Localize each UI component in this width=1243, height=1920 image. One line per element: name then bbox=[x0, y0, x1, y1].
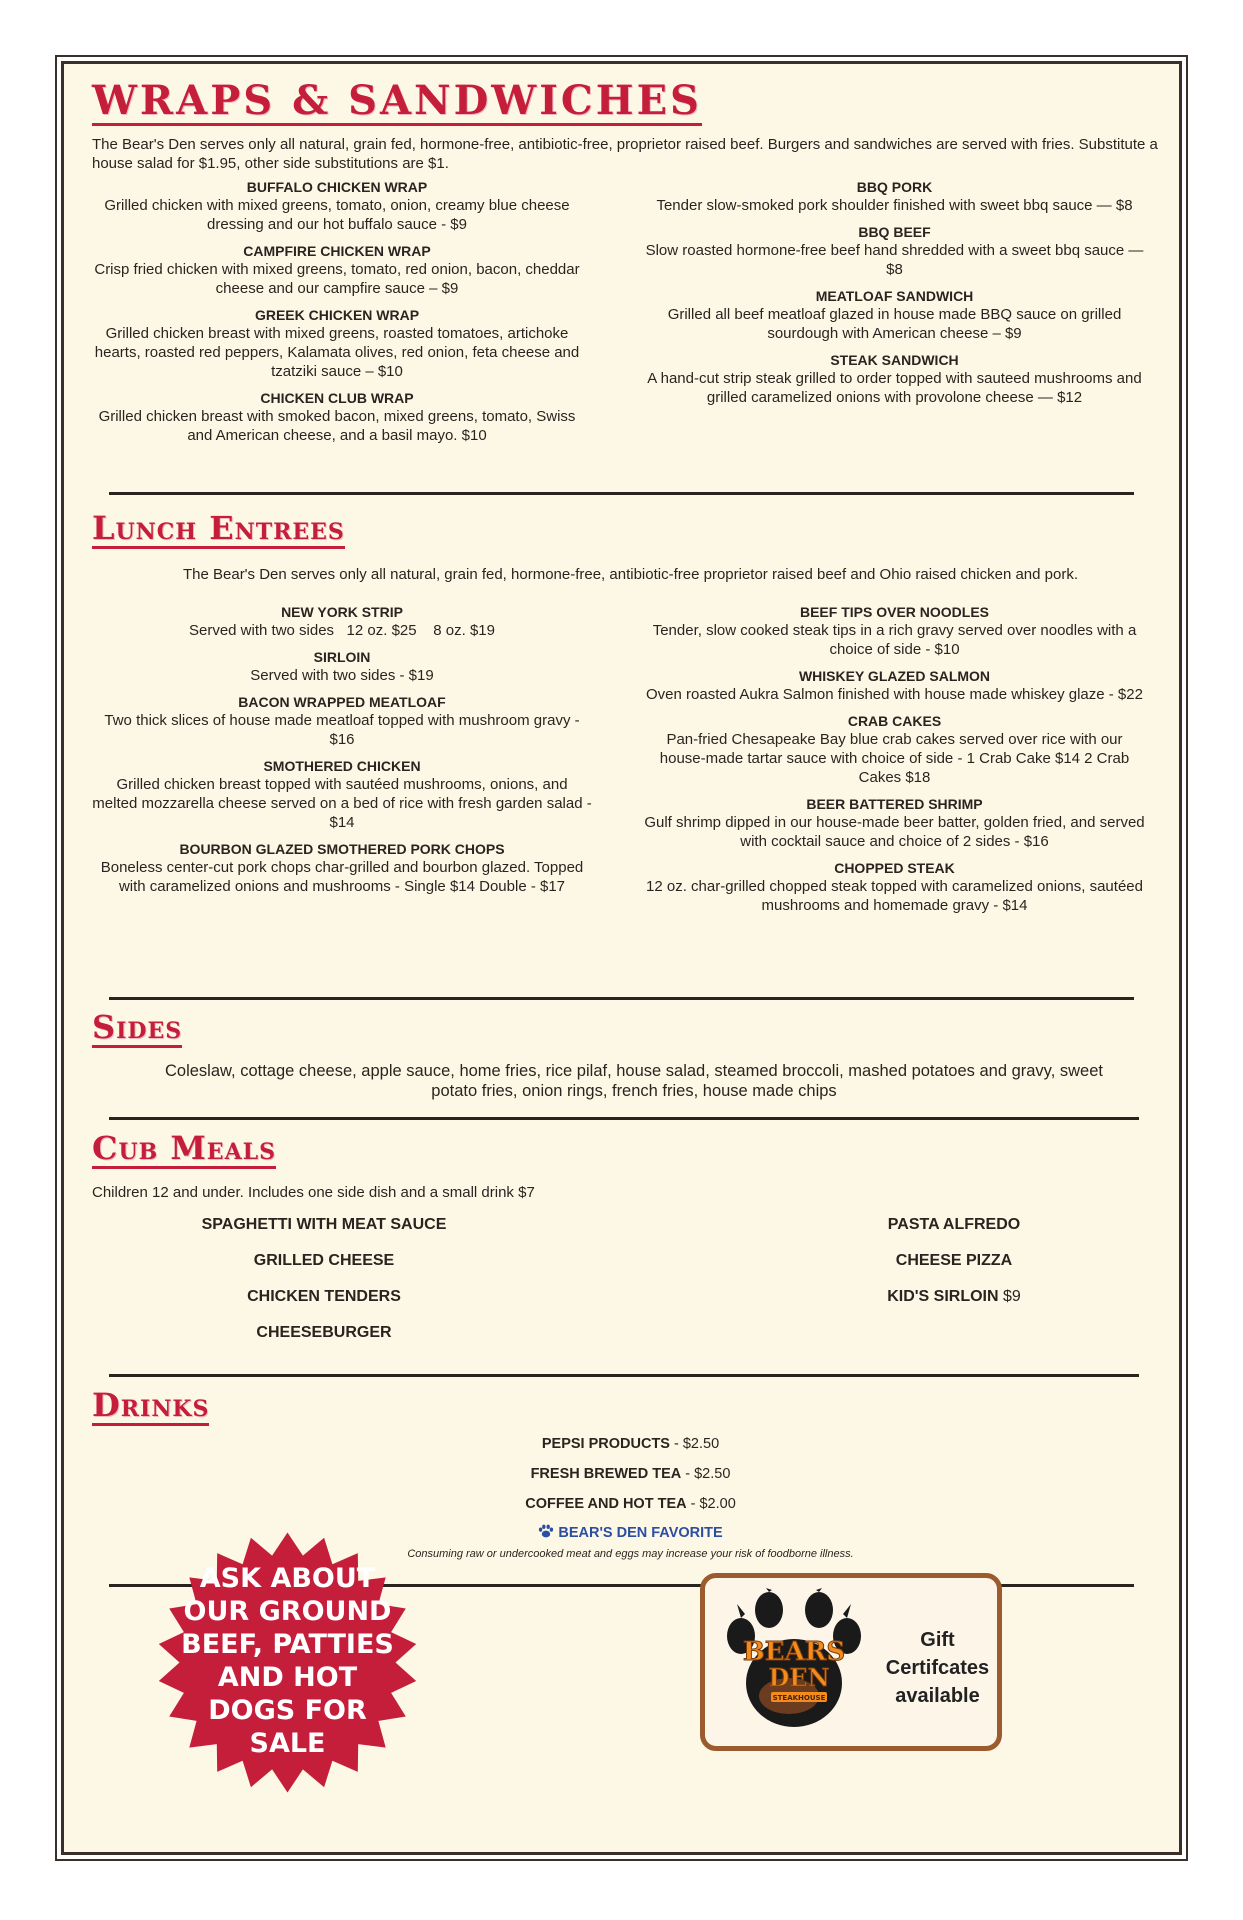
food-safety-warning: Consuming raw or undercooked meat and eggs may increase your risk of foodborne illness. bbox=[407, 1548, 854, 1560]
logo-text-top: BEARS bbox=[742, 1637, 846, 1667]
cub-item-sirloin bbox=[824, 1287, 1084, 1323]
item-desc: Slow roasted hormone-free beef hand shredded with a sweet bbq sauce — $8 bbox=[645, 242, 1144, 278]
item-name: NEW YORK STRIP bbox=[281, 604, 403, 620]
item-name: CHICKEN CLUB WRAP bbox=[260, 390, 414, 406]
drink-price: - $2.00 bbox=[686, 1496, 736, 1512]
item-desc: 12 oz. char-grilled chopped steak topped with caramelized onions, sautéed mushrooms and homemade gravy - $14 bbox=[646, 878, 1143, 914]
promo-line: AND HOT bbox=[217, 1662, 358, 1693]
item-name: BEEF TIPS OVER NOODLES bbox=[799, 604, 990, 620]
promo-line: SALE bbox=[249, 1728, 326, 1759]
cub-right-column bbox=[824, 1215, 1084, 1323]
promo-line: BEEF, PATTIES bbox=[181, 1629, 394, 1660]
cub-item: SPAGHETTI WITH MEAT SAUCE bbox=[201, 1216, 447, 1233]
item-desc: Boneless center-cut pork chops char-grilled and bourbon glazed. Topped with caramelized onions and mushrooms - Single $14 Double - $17 bbox=[100, 859, 584, 895]
cub-item: CHICKEN TENDERS bbox=[247, 1288, 401, 1305]
drink-item bbox=[92, 1464, 1169, 1484]
cub-heading: Cub Meals bbox=[92, 1129, 277, 1167]
item-desc: Tender slow-smoked pork shoulder finished with sweet bbq sauce — $8 bbox=[656, 197, 1133, 214]
item-desc: Oven roasted Aukra Salmon finished with house made whiskey glaze - $22 bbox=[646, 686, 1143, 703]
logo-text-bottom: DEN bbox=[768, 1663, 830, 1692]
menu-item bbox=[642, 795, 1147, 851]
drink-item bbox=[92, 1434, 1169, 1454]
section-divider bbox=[109, 492, 1134, 495]
gift-line: available bbox=[895, 1685, 980, 1707]
menu-item bbox=[92, 840, 592, 896]
menu-item bbox=[92, 242, 582, 298]
item-desc: Grilled chicken breast with smoked bacon, mixed greens, tomato, Swiss and American cheese, and a basil mayo. $10 bbox=[98, 408, 576, 444]
logo-subtext: STEAKHOUSE bbox=[772, 1694, 826, 1702]
promo-line: DOGS FOR bbox=[208, 1695, 367, 1726]
item-name: BBQ BEEF bbox=[858, 224, 931, 240]
item-name: CAMPFIRE CHICKEN WRAP bbox=[243, 243, 431, 259]
drinks-heading: Drinks bbox=[92, 1386, 210, 1424]
drink-name: COFFEE AND HOT TEA bbox=[525, 1496, 687, 1512]
menu-item bbox=[642, 178, 1147, 215]
menu-item bbox=[642, 351, 1147, 407]
item-desc: Pan-fried Chesapeake Bay blue crab cakes served over rice with our house-made tartar sauce with choice of side - 1 Crab Cake $14 2 Crab Cakes $18 bbox=[659, 731, 1130, 786]
item-desc: Tender, slow cooked steak tips in a rich gravy served over noodles with a choice of side - $10 bbox=[652, 622, 1137, 658]
item-desc: Grilled chicken breast with mixed greens, roasted tomatoes, artichoke hearts, roasted red peppers, Kalamata olives, red onion, feta cheese and tzatziki sauce – $10 bbox=[94, 325, 580, 380]
promo-line: OUR GROUND bbox=[183, 1596, 392, 1627]
item-desc: Served with two sides - $19 bbox=[250, 667, 434, 684]
wraps-right-column bbox=[642, 178, 1147, 415]
menu-item bbox=[92, 693, 592, 749]
cub-item: GRILLED CHEESE bbox=[253, 1252, 395, 1269]
item-desc: Grilled chicken breast topped with sautéed mushrooms, onions, and melted mozzarella cheese served on a bed of rice with fresh garden salad - $14 bbox=[92, 776, 592, 831]
item-desc: Crisp fried chicken with mixed greens, tomato, red onion, bacon, cheddar cheese and our campfire sauce – $9 bbox=[94, 261, 580, 297]
menu-item bbox=[92, 306, 582, 381]
drink-name: PEPSI PRODUCTS bbox=[541, 1436, 670, 1452]
item-name: STEAK SANDWICH bbox=[830, 352, 959, 368]
item-name: BOURBON GLAZED SMOTHERED PORK CHOPS bbox=[179, 841, 505, 857]
favorite-label: BEAR'S DEN FAVORITE bbox=[558, 1524, 723, 1541]
menu-item bbox=[92, 603, 592, 640]
lunch-left-column bbox=[92, 603, 592, 904]
item-desc: A hand-cut strip steak grilled to order topped with sauteed mushrooms and grilled caramelized onions with provolone cheese — $12 bbox=[647, 370, 1142, 406]
menu-item bbox=[642, 667, 1147, 704]
item-name: BBQ PORK bbox=[856, 179, 933, 195]
sides-list: Coleslaw, cottage cheese, apple sauce, home fries, rice pilaf, house salad, steamed broccoli, mashed potatoes and gravy, sweet potato fries, onion rings, french fries, house made chips bbox=[165, 1062, 1103, 1100]
menu-item bbox=[642, 603, 1147, 659]
menu-item bbox=[642, 287, 1147, 343]
drink-price: - $2.50 bbox=[669, 1436, 720, 1452]
cub-item-price: $9 bbox=[1003, 1288, 1021, 1305]
item-name: SMOTHERED CHICKEN bbox=[263, 758, 421, 774]
menu-item bbox=[642, 712, 1147, 787]
menu-item bbox=[92, 648, 592, 685]
menu-item bbox=[92, 389, 582, 445]
menu-item bbox=[92, 757, 592, 832]
item-name: CHOPPED STEAK bbox=[834, 860, 955, 876]
menu-item bbox=[92, 178, 582, 234]
menu-item bbox=[642, 859, 1147, 915]
lunch-right-column bbox=[642, 603, 1147, 923]
item-desc: Two thick slices of house made meatloaf topped with mushroom gravy - $16 bbox=[104, 712, 580, 748]
item-name: GREEK CHICKEN WRAP bbox=[254, 307, 420, 323]
cub-left-column bbox=[174, 1215, 474, 1359]
cub-item: CHEESE PIZZA bbox=[895, 1252, 1013, 1269]
item-name: BACON WRAPPED MEATLOAF bbox=[238, 694, 446, 710]
gift-certificate-text bbox=[875, 1626, 1000, 1710]
item-desc: Grilled all beef meatloaf glazed in house made BBQ sauce on grilled sourdough with American cheese – $9 bbox=[667, 306, 1122, 342]
item-name: BEER BATTERED SHRIMP bbox=[806, 796, 983, 812]
promo-line: ASK ABOUT bbox=[199, 1563, 376, 1594]
section-divider bbox=[109, 1374, 1139, 1377]
lunch-intro: The Bear's Den serves only all natural, grain fed, hormone-free, antibiotic-free proprietor raised beef and Ohio raised chicken and pork. bbox=[182, 566, 1078, 583]
item-name: BUFFALO CHICKEN WRAP bbox=[246, 179, 428, 195]
menu-item bbox=[642, 223, 1147, 279]
cub-intro: Children 12 and under. Includes one side dish and a small drink $7 bbox=[92, 1184, 535, 1201]
bears-den-logo bbox=[719, 1588, 869, 1738]
wraps-intro: The Bear's Den serves only all natural, grain fed, hormone-free, antibiotic-free, proprietor raised beef. Burgers and sandwiches are served with fries. Substitute a house salad for $1.95, other side substitutions are $1. bbox=[92, 136, 1158, 172]
cub-item-name: KID'S SIRLOIN bbox=[887, 1288, 999, 1305]
gift-line: Certifcates bbox=[885, 1657, 990, 1679]
item-name: WHISKEY GLAZED SALMON bbox=[798, 668, 991, 684]
item-name: SIRLOIN bbox=[313, 649, 371, 665]
drink-item bbox=[92, 1494, 1169, 1514]
item-desc: Gulf shrimp dipped in our house-made beer batter, golden fried, and served with cocktail sauce and choice of 2 sides - $16 bbox=[644, 814, 1145, 850]
wraps-heading: WRAPS & SANDWICHES bbox=[92, 77, 702, 124]
cub-item: CHEESEBURGER bbox=[256, 1324, 392, 1341]
paw-icon bbox=[538, 1524, 554, 1542]
section-divider bbox=[109, 1117, 1139, 1120]
drink-price: - $2.50 bbox=[681, 1466, 731, 1482]
item-desc: Served with two sides 12 oz. $25 8 oz. $19 bbox=[188, 622, 495, 639]
cub-item: PASTA ALFREDO bbox=[887, 1216, 1021, 1233]
section-divider bbox=[109, 997, 1134, 1000]
gift-line: Gift bbox=[920, 1629, 955, 1651]
item-name: MEATLOAF SANDWICH bbox=[815, 288, 974, 304]
drink-name: FRESH BREWED TEA bbox=[530, 1466, 682, 1482]
lunch-heading: Lunch Entrees bbox=[92, 509, 345, 547]
promo-text bbox=[155, 1562, 420, 1760]
wraps-left-column bbox=[92, 178, 582, 453]
item-desc: Grilled chicken with mixed greens, tomato, onion, creamy blue cheese dressing and our hot buffalo sauce - $9 bbox=[104, 197, 570, 233]
sides-heading: Sides bbox=[92, 1008, 183, 1046]
gift-certificate-box bbox=[700, 1573, 1002, 1751]
item-name: CRAB CAKES bbox=[847, 713, 942, 729]
promo-starburst bbox=[155, 1530, 420, 1795]
